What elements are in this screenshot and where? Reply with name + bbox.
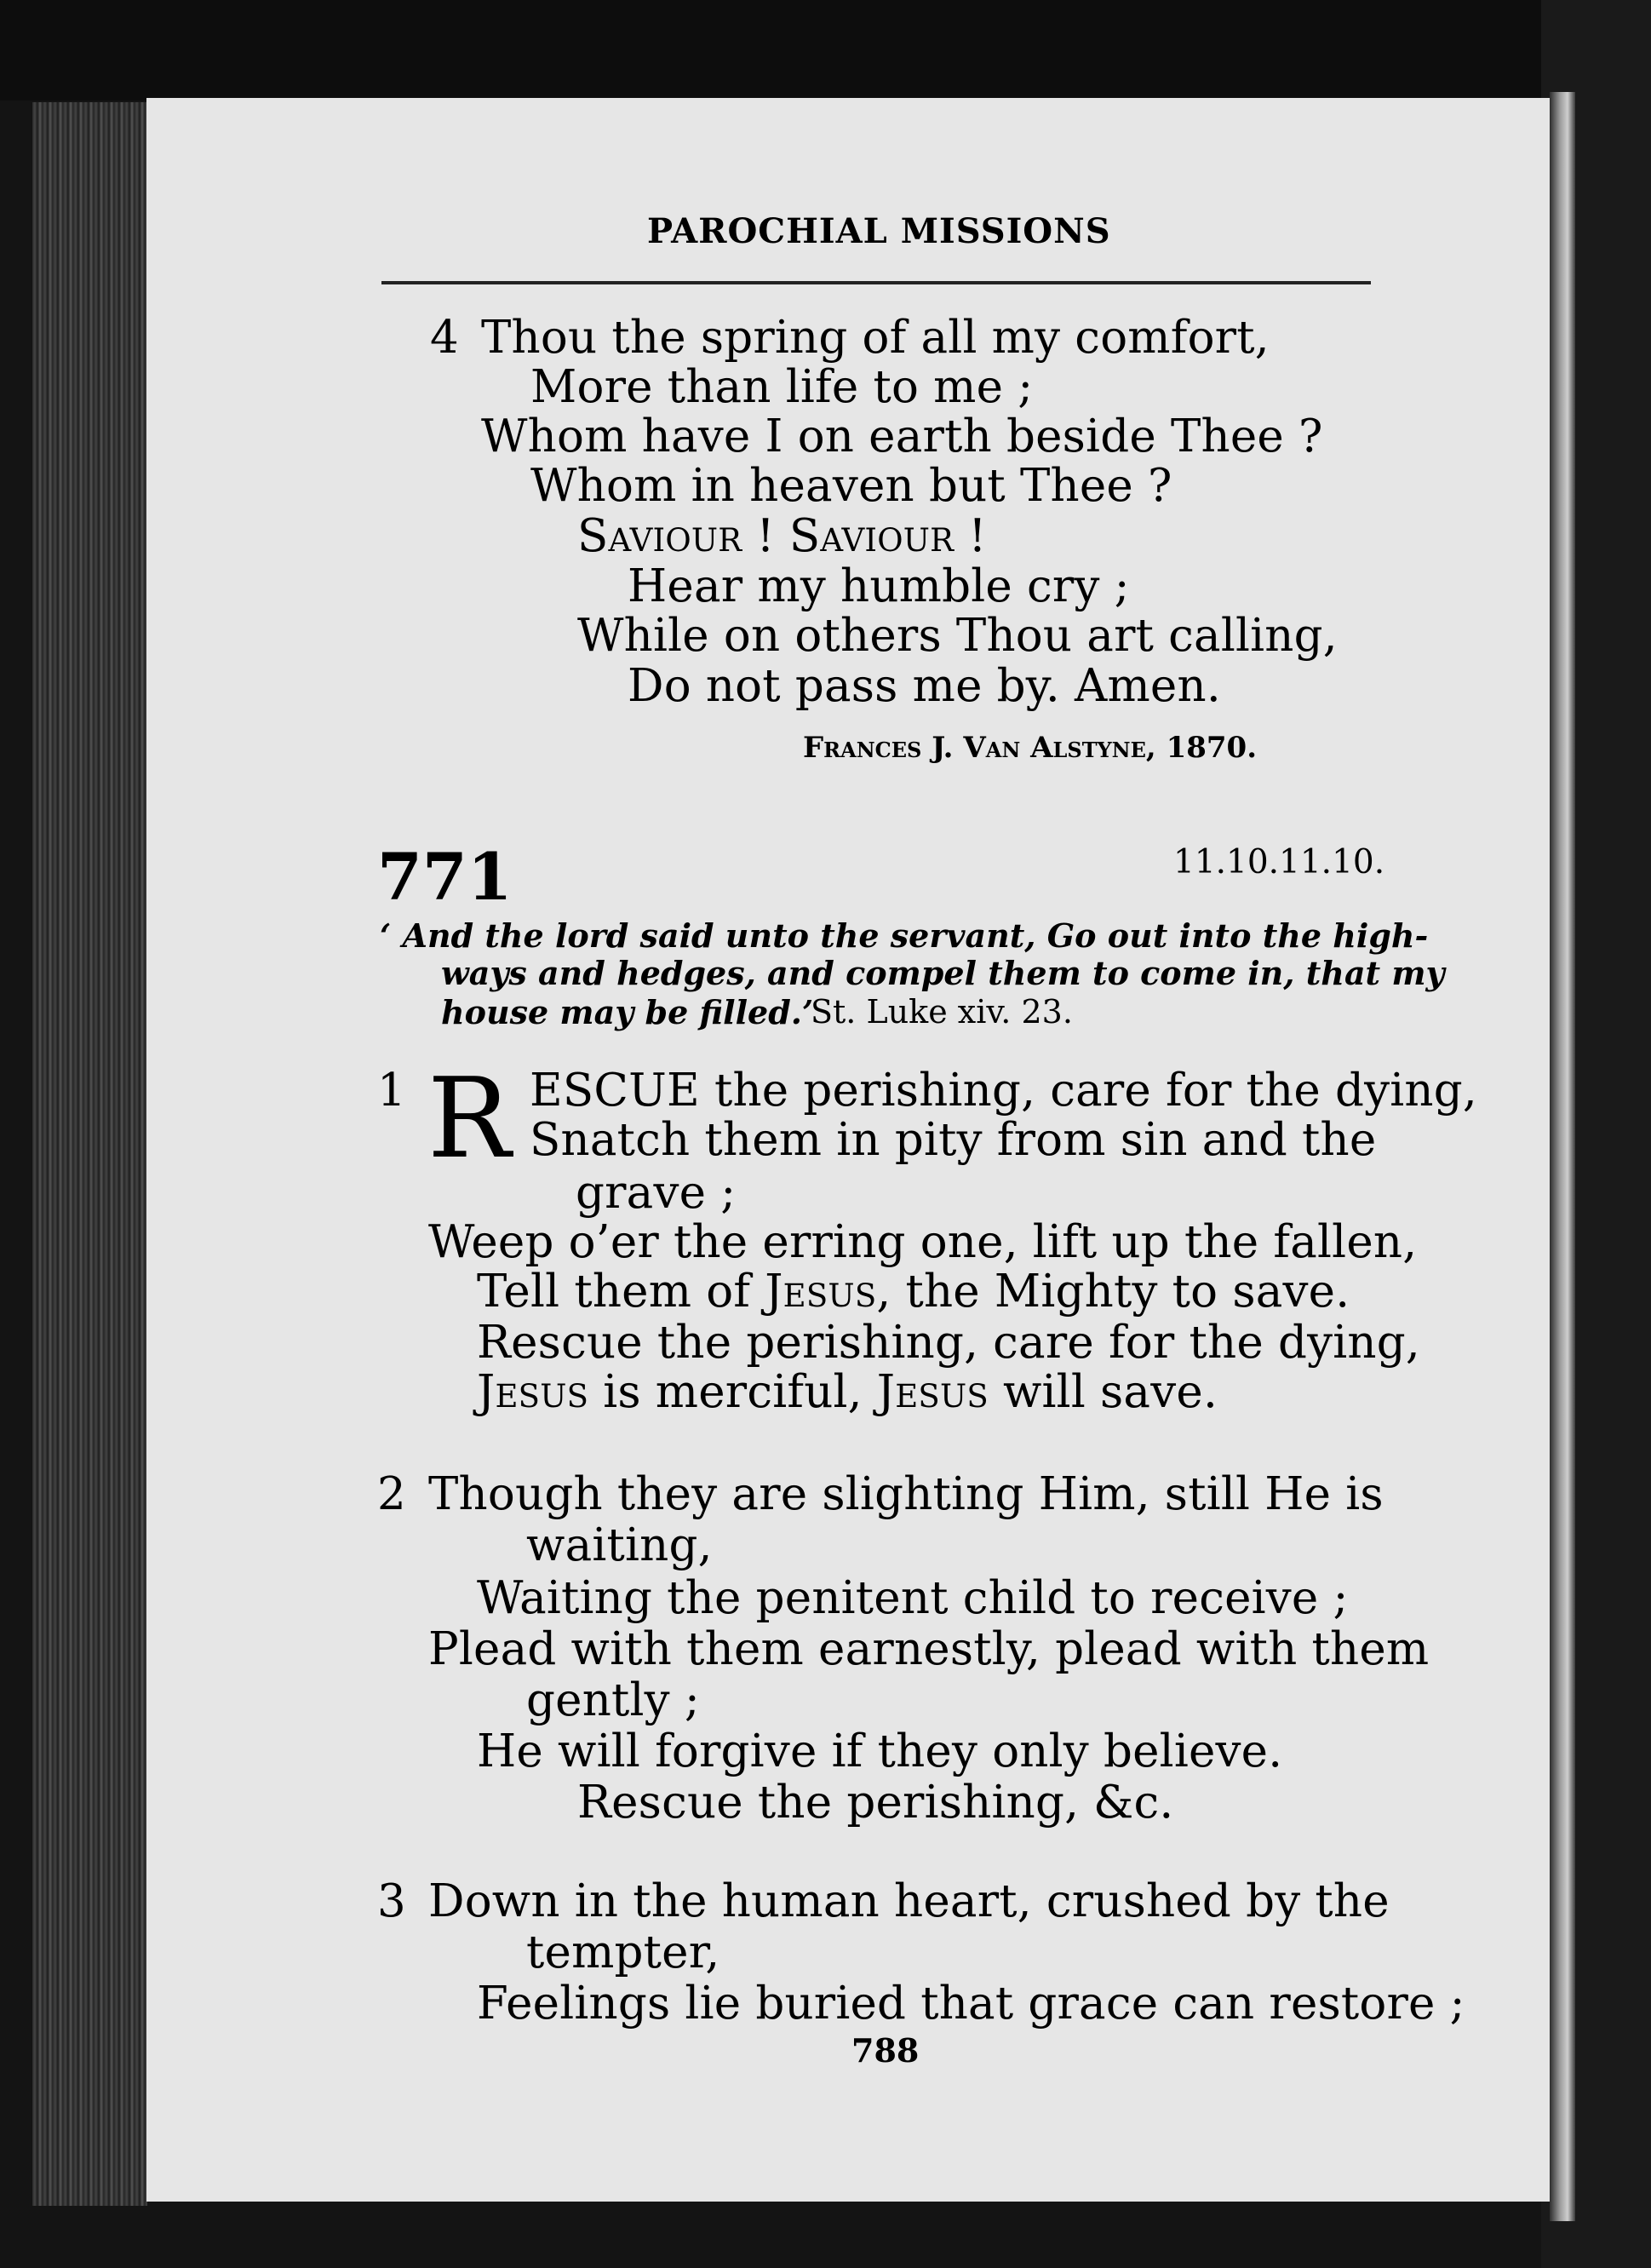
verse-number: 4 xyxy=(430,312,459,364)
verse-line: Down in the human heart, crushed by the xyxy=(428,1875,1390,1927)
verse-line: Hear my humble cry ; xyxy=(628,560,1130,612)
hymn-author: Frances J. Van Alstyne, 1870. xyxy=(803,731,1258,765)
verse-line: waiting, xyxy=(526,1519,713,1571)
verse-number: 3 xyxy=(377,1875,406,1927)
page-number: 788 xyxy=(851,2031,920,2070)
verse-line: He will forgive if they only believe. xyxy=(477,1725,1283,1777)
hymn-number: 771 xyxy=(377,839,513,915)
running-header: PAROCHIAL MISSIONS xyxy=(647,211,1111,251)
scan-top-margin xyxy=(0,0,1651,100)
verse-line: Whom in heaven but Thee ? xyxy=(530,460,1172,512)
drop-cap: R xyxy=(427,1054,511,1183)
verse-line: grave ; xyxy=(576,1167,737,1219)
verse-number: 2 xyxy=(377,1468,406,1520)
verse-line: Tell them of Jesus, the Mighty to save. xyxy=(477,1266,1350,1318)
epigraph-line: house may be filled.’ xyxy=(441,993,814,1031)
epigraph-reference: St. Luke xiv. 23. xyxy=(811,993,1073,1031)
verse-line: Whom have I on earth beside Thee ? xyxy=(481,411,1323,462)
verse-line: Saviour ! Saviour ! xyxy=(577,510,987,562)
verse-line: Thou the spring of all my comfort, xyxy=(481,312,1270,364)
verse-line: Snatch them in pity from sin and the xyxy=(530,1114,1377,1166)
verse-line: Waiting the penitent child to receive ; xyxy=(477,1572,1349,1624)
verse-line: Weep o’er the erring one, lift up the fallen, xyxy=(428,1216,1418,1268)
verse-line: Though they are slighting Him, still He is xyxy=(428,1468,1384,1520)
header-rule xyxy=(381,281,1371,284)
book-binding-edge xyxy=(32,102,147,2206)
verse-line: tempter, xyxy=(526,1926,720,1978)
verse-line: Rescue the perishing, care for the dying, xyxy=(477,1317,1420,1369)
verse-line: ESCUE the perishing, care for the dying, xyxy=(530,1065,1477,1117)
verse-line: gently ; xyxy=(526,1674,700,1726)
hymn-meter: 11.10.11.10. xyxy=(1173,843,1385,881)
verse-line: While on others Thou art calling, xyxy=(577,610,1338,662)
verse-line: Plead with them earnestly, plead with them xyxy=(428,1623,1430,1675)
verse-line: Rescue the perishing, &c. xyxy=(577,1777,1174,1829)
page-right-edge xyxy=(1550,92,1575,2221)
verse-line: Jesus is merciful, Jesus will save. xyxy=(477,1366,1218,1418)
verse-number: 1 xyxy=(377,1065,406,1117)
verse-line: Do not pass me by. Amen. xyxy=(628,660,1221,712)
verse-line: Feelings lie buried that grace can restore ; xyxy=(477,1978,1465,2030)
epigraph-line: ways and hedges, and compel them to come in, that my xyxy=(441,954,1445,992)
verse-line: More than life to me ; xyxy=(530,361,1034,413)
epigraph-line: ‘ And the lord said unto the servant, Go out into the high- xyxy=(380,916,1429,955)
